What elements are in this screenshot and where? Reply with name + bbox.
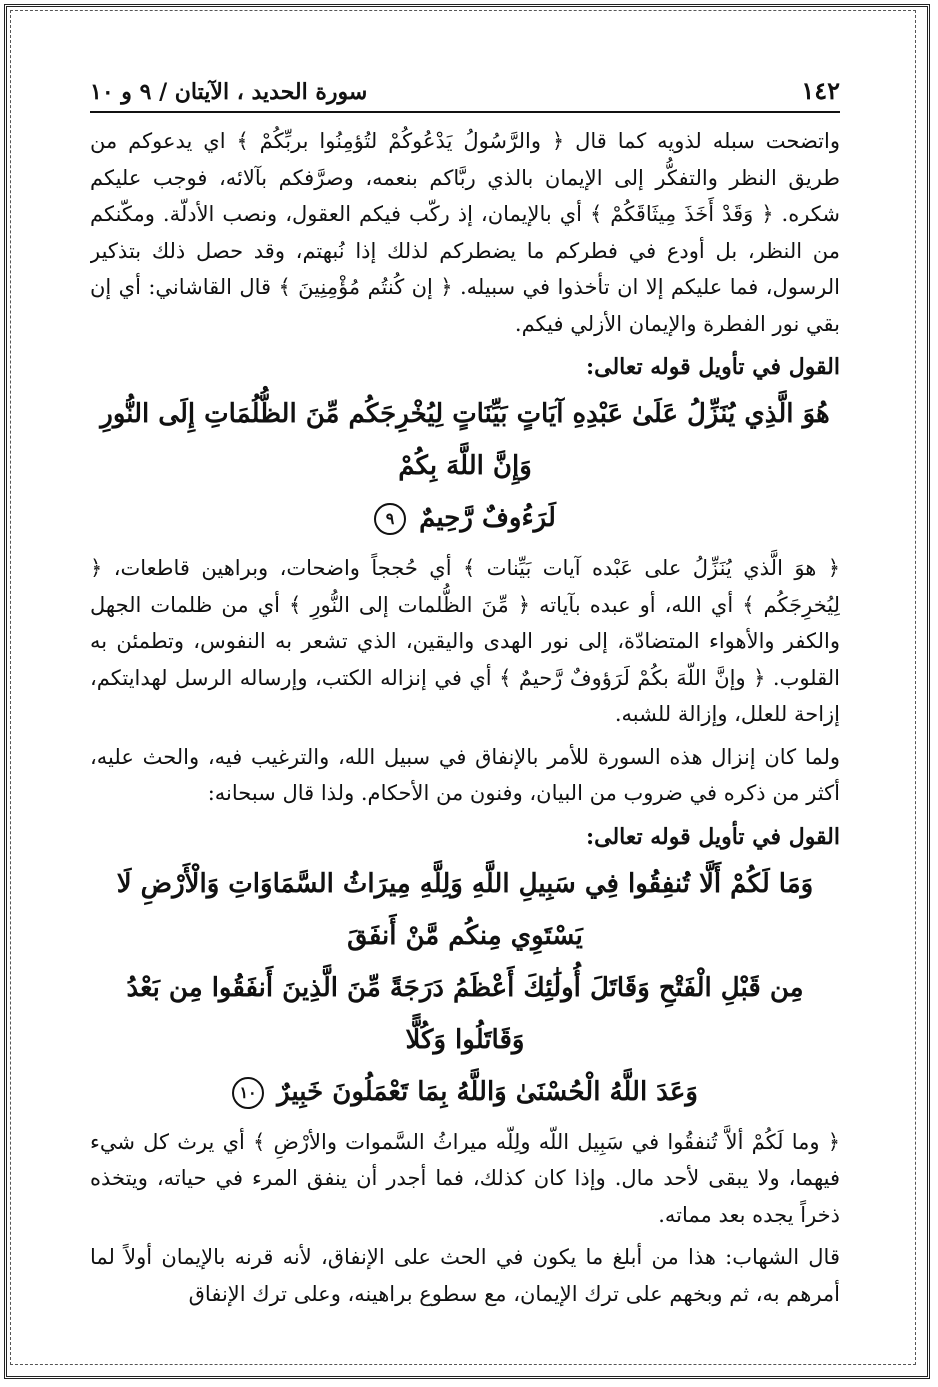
paragraph: واتضحت سبله لذويه كما قال ﴿ والرَّسُولُ يَدْعُوكُمْ لتُؤمِنُوا بربِّكُمْ ﴾ اي يدعوكم من طريق النظر والتفكُّر إلى الإيمان بالذي ربَّاكم بنعمه، وصرَّفكم بآلائه، فوجب عليكم شكره. ﴿ وَقَدْ أَخَذَ مِيثَاقَكُمْ ﴾ أي بالإيمان، إذ ركّب فيكم العقول، ونصب الأدلّة. ومكّنكم من النظر، بل أودع في فطركم ما يضطركم لذلك إذا نُبهتم، وقد حصل ذلك بتذكير الرسول، فما عليكم إلا ان تأخذوا في سبيله. ﴿ إن كُنتُم مُؤْمِنِينَ ﴾ قال القاشاني: أي إن بقي نور الفطرة والإيمان الأزلي فيكم. [90,129,840,336]
paragraph: ﴿ وما لَكُمْ ألاَّ تُنفقُوا في سَبِيل اللّه ولِلّه ميراثُ السَّموات والأرْضِ ﴾ أي يرث كل شيء فيهما، ولا يبقى لأحد مال. وإذا كان كذلك، فما أجدر أن ينفق المرء في حياته، ويتخذه ذخراً يجده بعد مماته. [90,1129,840,1227]
paragraph: ﴿ هوَ الَّذي يُنَزِّلُ على عَبْده آيات بَيِّنات ﴾ أي حُججاً واضحات، وبراهين قاطعات، ﴿ لِيُخرِجَكُم ﴾ أي الله، أو عبده بآياته ﴿ مِّنَ الظُّلمات إلى النُّورِ ﴾ أي من ظلمات الجهل والكفر والأهواء المتضادّة، إلى نور الهدى واليقين، الذي تشعر به النفوس، وتطمئن به القلوب. ﴿ وإنَّ اللّهَ بكُمْ لَرَؤوفٌ رَّحيمٌ ﴾ أي في إنزاله الكتب، وإرساله الرسل لهدايتكم، إزاحة للعلل، وإزالة للشبه. [90,556,840,726]
quran-verse-10 [90,858,840,1118]
running-header [90,60,840,113]
book-page [90,60,840,1345]
verse-line: مِن قَبْلِ الْفَتْحِ وَقَاتَلَ أُولَٰئِكَ أَعْظَمُ دَرَجَةً مِّنَ الَّذِينَ أَنفَقُوا مِن بَعْدُ وَقَاتَلُوا وَكُلًّا [126,972,804,1055]
verse-line [90,1066,840,1118]
verse-line: وَمَا لَكُمْ أَلَّا تُنفِقُوا فِي سَبِيلِ اللَّهِ وَلِلَّهِ مِيرَاثُ السَّمَاوَاتِ وَالْأَرْضِ لَا يَسْتَوِي مِنكُم مَّنْ أَنفَقَ [116,868,814,951]
verse-line-text: لَرَءُوفٌ رَّحِيمٌ [419,503,556,533]
verse-line [90,492,840,544]
paragraph: قال الشهاب: هذا من أبلغ ما يكون في الحث على الإنفاق، لأنه قرنه بالإيمان أولاً لما أمرهم به، ثم وبخهم على ترك الإيمان، مع سطوع براهينه، وعلى ترك الإنفاق [90,1245,840,1306]
ayah-number-marker: ٩ [374,503,406,535]
running-title: سورة الحديد ، الآيتان / ٩ و ١٠ [90,79,368,105]
paragraph: ولما كان إنزال هذه السورة للأمر بالإنفاق في سبيل الله، والترغيب فيه، والحث عليه، أكثر من ذكره في ضروب من البيان، وفنون من الأحكام. ولذا قال سبحانه: [90,744,840,805]
verse-line: هُوَ الَّذِي يُنَزِّلُ عَلَىٰ عَبْدِهِ آيَاتٍ بَيِّنَاتٍ لِيُخْرِجَكُم مِّنَ الظُّلُمَاتِ إِلَى النُّورِ وَإِنَّ اللَّهَ بِكُمْ [100,399,830,481]
page-number: ١٤٢ [801,76,840,105]
section-heading: القول في تأويل قوله تعالى: [586,354,840,380]
verse-line-text: وَعَدَ اللَّهُ الْحُسْنَىٰ وَاللَّهُ بِمَا تَعْمَلُونَ خَبِيرٌ [277,1076,698,1107]
ayah-number-marker: ١٠ [232,1077,264,1109]
section-heading: القول في تأويل قوله تعالى: [586,823,840,850]
quran-verse-9 [90,388,840,544]
